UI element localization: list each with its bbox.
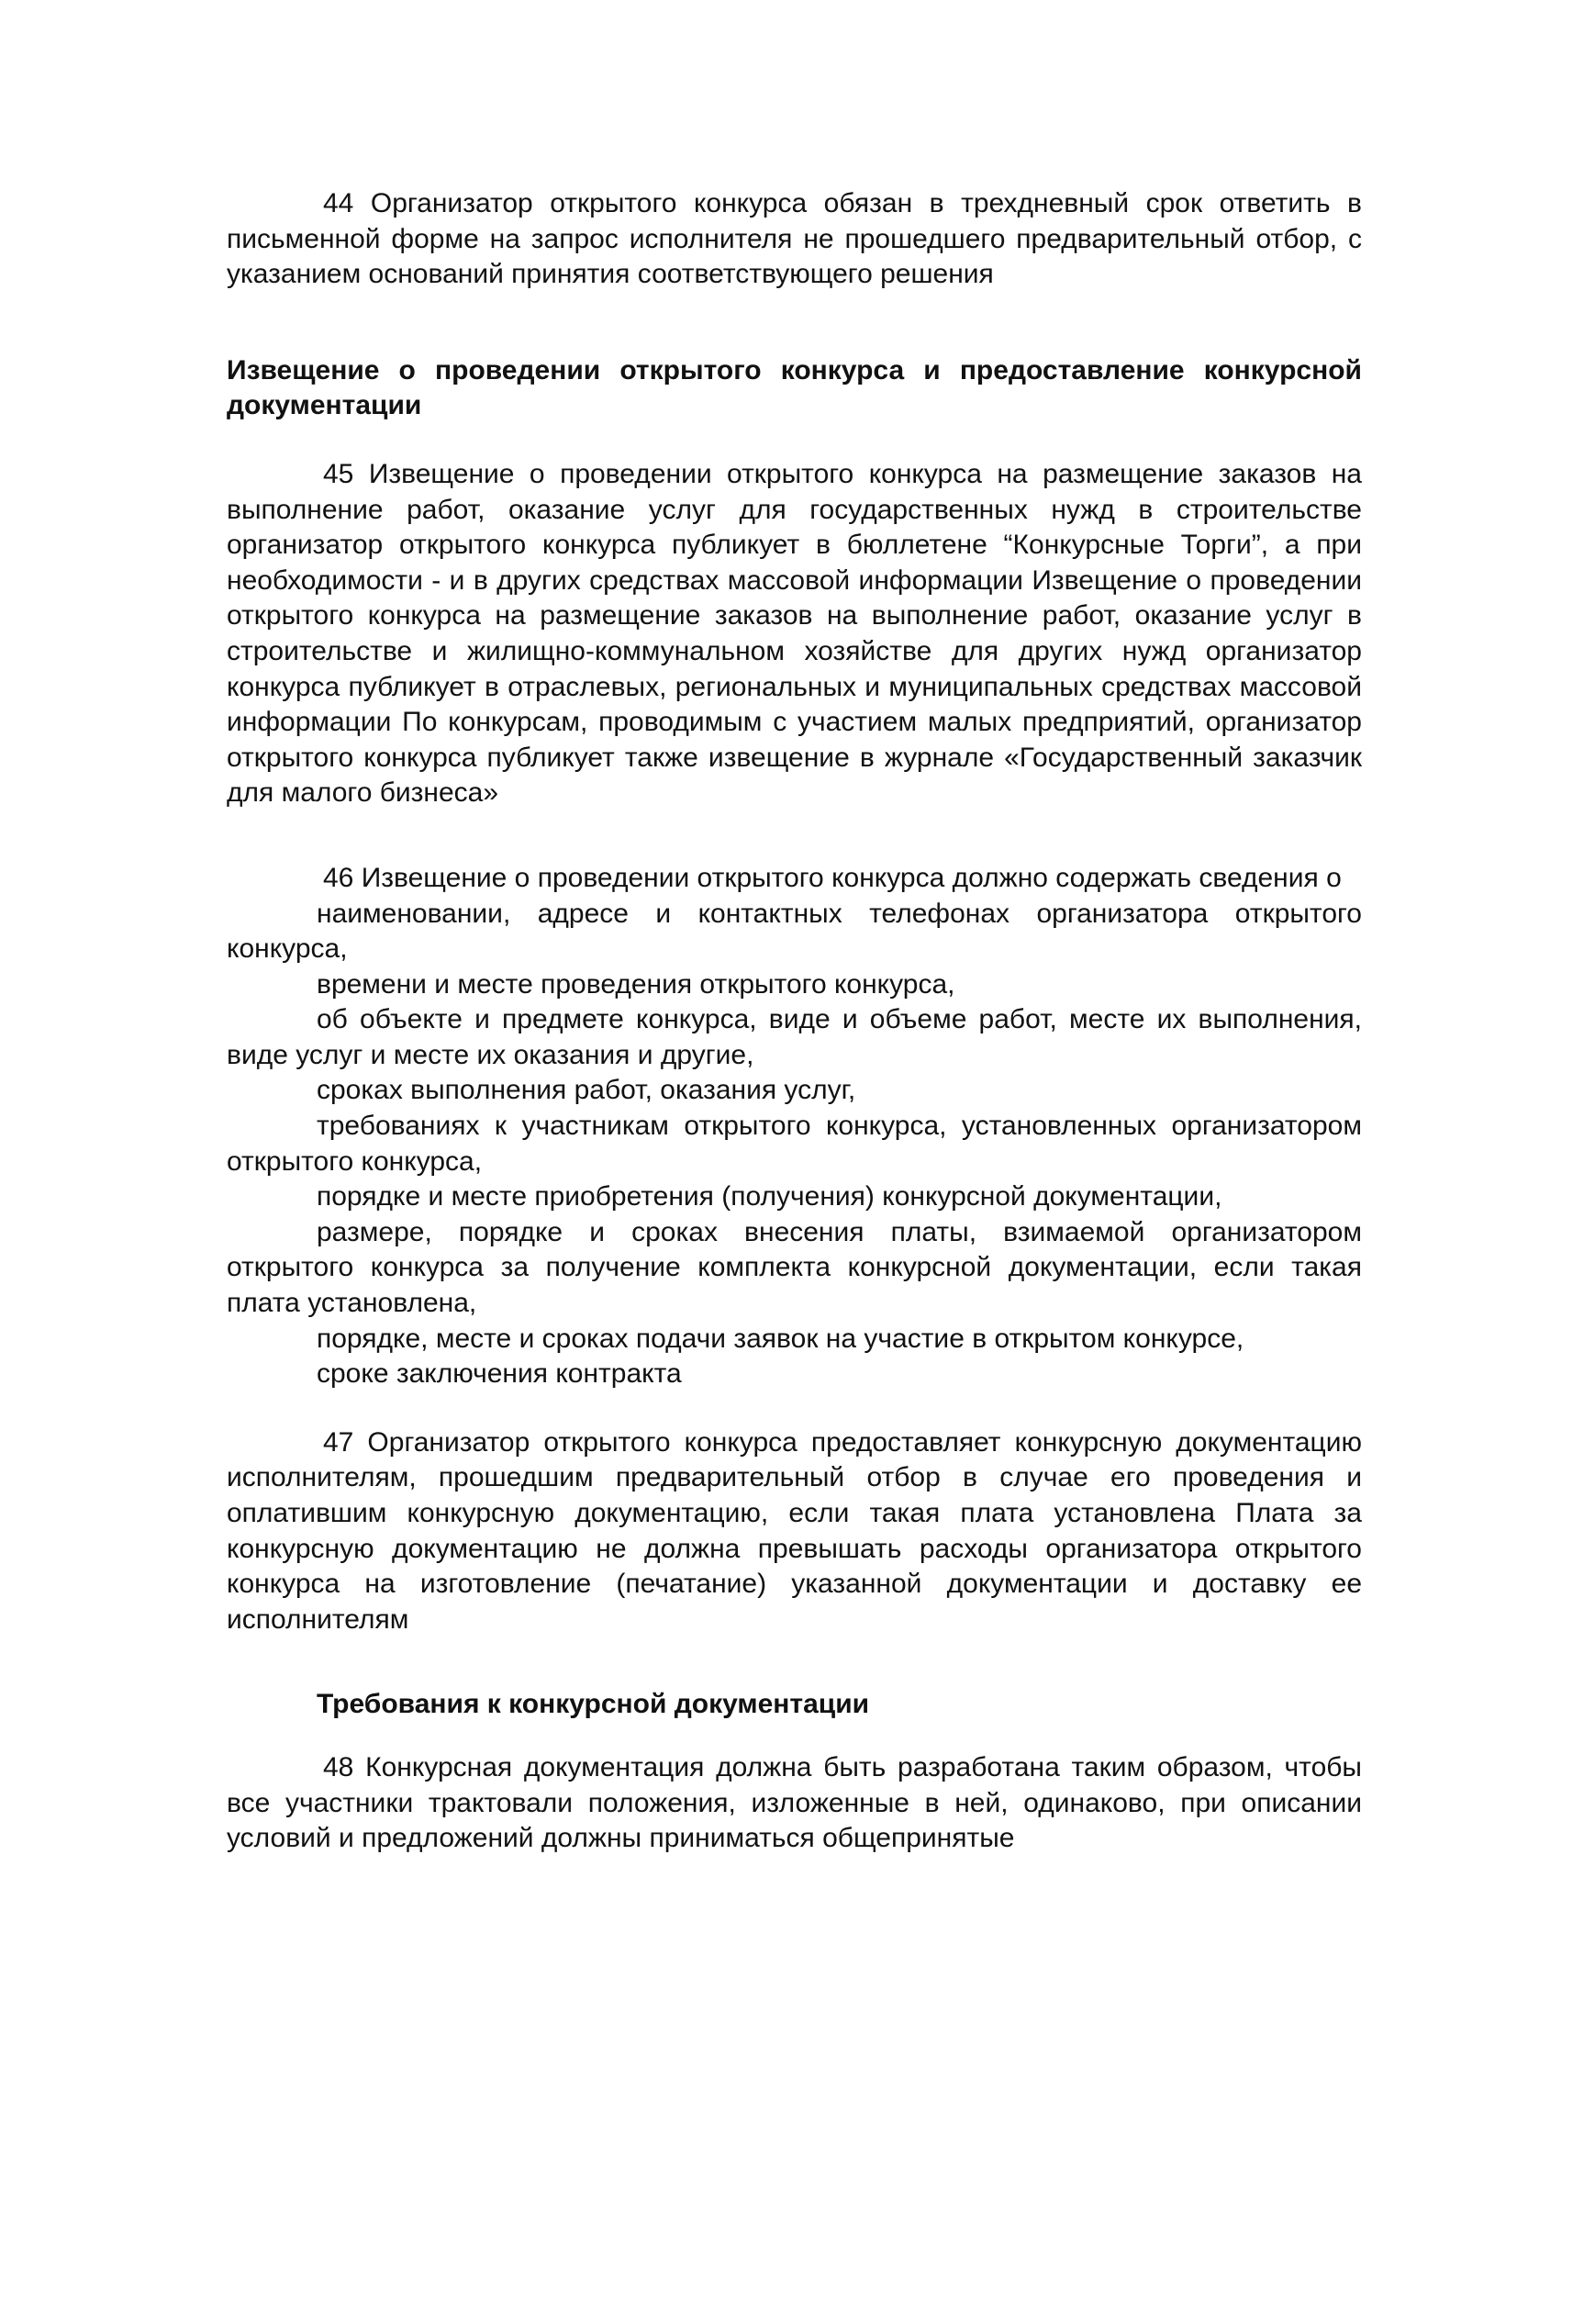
paragraph-45: 45 Извещение о проведении открытого конкурса на размещение заказов на выполнение работ, оказание услуг для государственных нужд в строительстве организатор открытого конкурса публикует в бюллетене “Конкурсные Торги”, а при необходимости - и в других средствах массовой информации Извещение о проведении открытого конкурса на размещение заказов на выполнение работ, оказание услуг в строительстве и жилищно-коммунальном хозяйстве для других нужд организатор конкурса публикует в отраслевых, региональных и муниципальных средствах массовой информации По конкурсам, проводимым с участием малых предприятий, организатор открытого конкурса публикует также извещение в журнале «Государственный заказчик для малого бизнеса» bbox=[227, 458, 1362, 809]
list-item: порядке, месте и сроках подачи заявок на участие в открытом конкурсе, bbox=[317, 1323, 1244, 1354]
paragraph-44: 44 Организатор открытого конкурса обязан в трехдневный срок ответить в письменной форме на запрос исполнителя не прошедшего предварительный отбор, с указанием оснований принятия соответствующего решения bbox=[227, 188, 1362, 290]
list-item: размере, порядке и сроках внесения платы, взимаемой организатором открытого конкурса за получение комплекта конкурсной документации, если такая плата установлена, bbox=[227, 1216, 1362, 1319]
paragraph-46: 46 Извещение о проведении открытого конкурса должно содержать сведения о bbox=[323, 862, 1342, 893]
list-item: требованиях к участникам открытого конкурса, установленных организатором открытого конкурса, bbox=[227, 1111, 1362, 1177]
paragraph-48: 48 Конкурсная документация должна быть разработана таким образом, чтобы все участники трактовали положения, изложенные в ней, одинаково, при описании условий и предложений должны приниматься общепринятые bbox=[227, 1751, 1362, 1854]
section-heading-notice: Извещение о проведении открытого конкурса и предоставление конкурсной документации bbox=[227, 354, 1362, 421]
list-item: сроках выполнения работ, оказания услуг, bbox=[317, 1075, 856, 1106]
document-page bbox=[227, 186, 1362, 1857]
section-heading-requirements: Требования к конкурсной документации bbox=[317, 1689, 870, 1720]
list-item: порядке и месте приобретения (получения) конкурсной документации, bbox=[317, 1181, 1222, 1212]
paragraph-47: 47 Организатор открытого конкурса предоставляет конкурсную документацию исполнителям, прошедшим предварительный отбор в случае его проведения и оплатившим конкурсную документацию, если такая плата установлена Плата за конкурсную документацию не должна превышать расходы организатора открытого конкурса на изготовление (печатание) указанной документации и доставку ее исполнителям bbox=[227, 1426, 1362, 1635]
list-item: сроке заключения контракта bbox=[317, 1358, 682, 1390]
list-item: времени и месте проведения открытого конкурса, bbox=[317, 968, 955, 1000]
list-item: об объекте и предмете конкурса, виде и объеме работ, месте их выполнения, виде услуг и месте их оказания и другие, bbox=[227, 1004, 1362, 1070]
list-item: наименовании, адресе и контактных телефонах организатора открытого конкурса, bbox=[227, 898, 1362, 965]
